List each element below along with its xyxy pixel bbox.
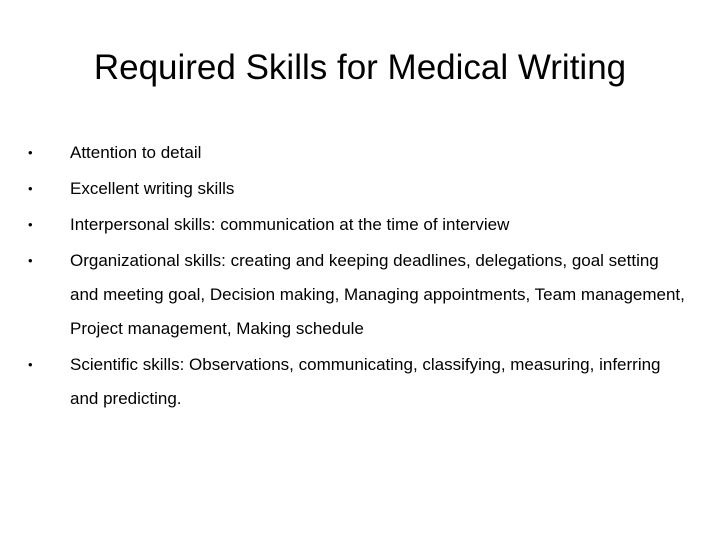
bullet-icon: • <box>28 357 33 372</box>
bullet-list <box>28 136 688 418</box>
slide-title: Required Skills for Medical Writing <box>93 48 627 87</box>
bullet-item <box>28 348 688 416</box>
bullet-icon: • <box>28 217 33 232</box>
bullet-item <box>28 208 688 242</box>
bullet-icon: • <box>28 253 33 268</box>
bullet-text: Attention to detail <box>70 143 202 162</box>
bullet-text: Excellent writing skills <box>70 179 235 198</box>
bullet-text: Organizational skills: creating and keeping deadlines, delegations, goal setting and meeting goal, Decision making, Managing appointments, Team management, Project management, Making schedule <box>70 251 685 338</box>
bullet-item <box>28 136 688 170</box>
bullet-icon: • <box>28 181 33 196</box>
bullet-icon: • <box>28 145 33 160</box>
bullet-item <box>28 172 688 206</box>
bullet-text: Interpersonal skills: communication at the time of interview <box>70 215 510 234</box>
bullet-text: Scientific skills: Observations, communicating, classifying, measuring, inferring and predicting. <box>70 355 661 408</box>
bullet-item <box>28 244 688 346</box>
